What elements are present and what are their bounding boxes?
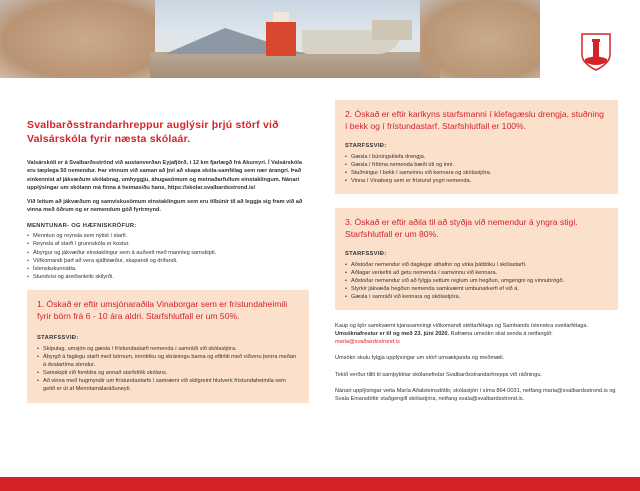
banner-blur-left — [0, 0, 155, 78]
job-2-box — [335, 100, 618, 194]
right-column — [335, 100, 618, 409]
list-item: • Reynsla af starfi í grunnskóla er kostur. — [27, 240, 309, 248]
job-1-title: 1. Óskað er eftir umsjónaraðila Vinaborgar sem er frístundaheimili fyrir börn frá 6 - 10 ára aldri. Starfshlutfall er um 50%. — [37, 298, 288, 321]
list-item: • Ábyrgð á faglegu starfi með börnum, innritöku og skráningu barna og eftirliti með viðveru þeirra meðan á dvalartíma stendur. — [37, 353, 299, 369]
committee-paragraph: Tekið verður tillit til samþykktar skólanefndar Svalbarðsstrandarhrepps við ráðningu. — [335, 371, 543, 378]
terms-paragraph — [335, 322, 618, 346]
contact-paragraph: Nánari upplýsingar veita María Aðalsteinsdóttir, skólastjóri í síma 864 0031, netfang maria@svalbardsstrond.is og Svala Einarsdóttir staðgengill skólastjóra, netfang svala@svalbardsstrond.is. — [335, 387, 616, 402]
list-item: • Gæsla í frítíma nemenda bæði úti og inni. — [345, 161, 608, 169]
job-1-box — [27, 290, 309, 403]
list-item: • Ábyrgur og jákvæður einstaklingur sem á auðvelt með mannleg samskipti. — [27, 249, 309, 257]
banner-lighthouse — [266, 22, 296, 56]
attachments-paragraph: Umsókn skulu fylgja upplýsingar um störf umsækjanda og meðmæli. — [335, 355, 505, 362]
intro-paragraph: Valsárskóli er á Svalbarðsströnd við austanverðan Eyjafjörð, í 12 km fjarlægð frá Akureyri. Í Valsárskóla eru tæplega 50 nemendur. Þar vinnum við saman að því að skapa skóla-samfélag sem nær árangri. Það einkennist af jákvæðum skólabrag, umhyggju, áhugasömum og metnaðarfullum einstaklingum. Nánari upplýsingar um skólann má finna á heimasíðu hans, https://skolar.svalbardsstrond.is/ — [27, 160, 302, 191]
requirements-list — [27, 232, 309, 281]
job-3-duties-label: STARFSSVIÐ: — [345, 251, 387, 258]
footer-bar — [0, 477, 640, 491]
job-2-duties-list — [345, 153, 608, 185]
job-2-title: 2. Óskað er eftir karlkyns starfsmanni í klefagæslu drengja, stuðning í bekk og í frístundastarf. Starfshlutfall er 100%. — [345, 109, 604, 131]
job-3-duties-list — [345, 261, 608, 302]
list-item: • Aðstoðar nemendur við daglegar athafnir og virka þátttöku í skólastarfi. — [345, 261, 608, 269]
job-3-box — [335, 208, 618, 310]
application-email-link[interactable]: maria@svalbardsstrond.is — [335, 339, 400, 346]
list-item: • Víðkomandi þarf að vera sjálfstæður, skapandi og drífandi. — [27, 257, 309, 265]
list-item: • Samskipti við foreldra og annað starfsfólk skólans. — [37, 369, 299, 377]
list-item: • Að vinna með hugmyndir um frístundastarfs í samræmi við skilgreint hlutverk frístundaheimila sem getið er út af Menntamálaráðuneyti. — [37, 377, 299, 393]
list-item: • Skipulag, umsjón og gæsla í frístundastarfi nemenda í samráði við skólastjóra. — [37, 345, 299, 353]
deadline-text: Umsóknafrestur er til og með 23. júní 2020. — [335, 331, 450, 338]
requirements-label: MENNTUNAR- OG HÆFNISKRÖFUR: — [27, 222, 137, 229]
list-item: • Aðstoðar nemendur við að fylgja settum reglum um hegðun, umgengni og vinnubrögð. — [345, 277, 608, 285]
list-item: • Menntun og reynsla sem nýtist í starfi. — [27, 232, 309, 240]
list-item: • Stuðningur í bekk í samvinnu við kennara og skólastjóra. — [345, 169, 608, 177]
list-item: • Gæsla í samráði við kennara og skólastjóra. — [345, 293, 608, 301]
job-1-duties-list — [37, 345, 299, 394]
municipal-crest-icon — [581, 33, 611, 71]
closing-section — [335, 322, 618, 403]
list-item: • Stundvísi og áreiðanleiki skilyrði. — [27, 273, 309, 281]
job-1-duties-label: STARFSSVIÐ: — [37, 335, 79, 342]
list-item: • Styrkir jákvæða hegðun nemenda samkvæmt umbunarkerfi ef við á. — [345, 285, 608, 293]
intro-paragraph-2: Við leitum að jákvæðum og samviskusömum einstaklingum sem eru tilbúnir til að leggja sig fram við að vinna með öðrum og er nemendum góð fyrirmynd. — [27, 198, 303, 213]
terms-text: Kaup og kjör samkvæmt kjarasamningi viðkomandi stéttarfélags og Sambands íslenskra sveitarfélaga. — [335, 323, 589, 330]
header-photo-banner — [0, 0, 640, 78]
list-item: • Aðlagar verkefni að getu nemenda í samvinnu við kennara. — [345, 269, 608, 277]
page-title: Svalbarðsstrandarhreppur auglýsir þrjú störf við Valsárskóla fyrir næsta skólaár. — [27, 119, 279, 145]
left-column — [27, 119, 309, 403]
job-3-title: 3. Óskað er eftir aðila til að styðja við nemendur á yngra stigi. Starfshlutfall er um 80%. — [345, 217, 578, 239]
list-item: • Gæsla í búningsklefa drengja. — [345, 153, 608, 161]
list-item: • Vinna í Vinaborg sem er frístund yngri nemenda. — [345, 177, 608, 185]
terms-text-2: Rafræna umsókn skal senda á netfangið: — [449, 331, 553, 338]
list-item: • Íslenskukunnátta. — [27, 265, 309, 273]
banner-shed — [372, 20, 412, 40]
job-2-duties-label: STARFSSVIÐ: — [345, 143, 387, 150]
